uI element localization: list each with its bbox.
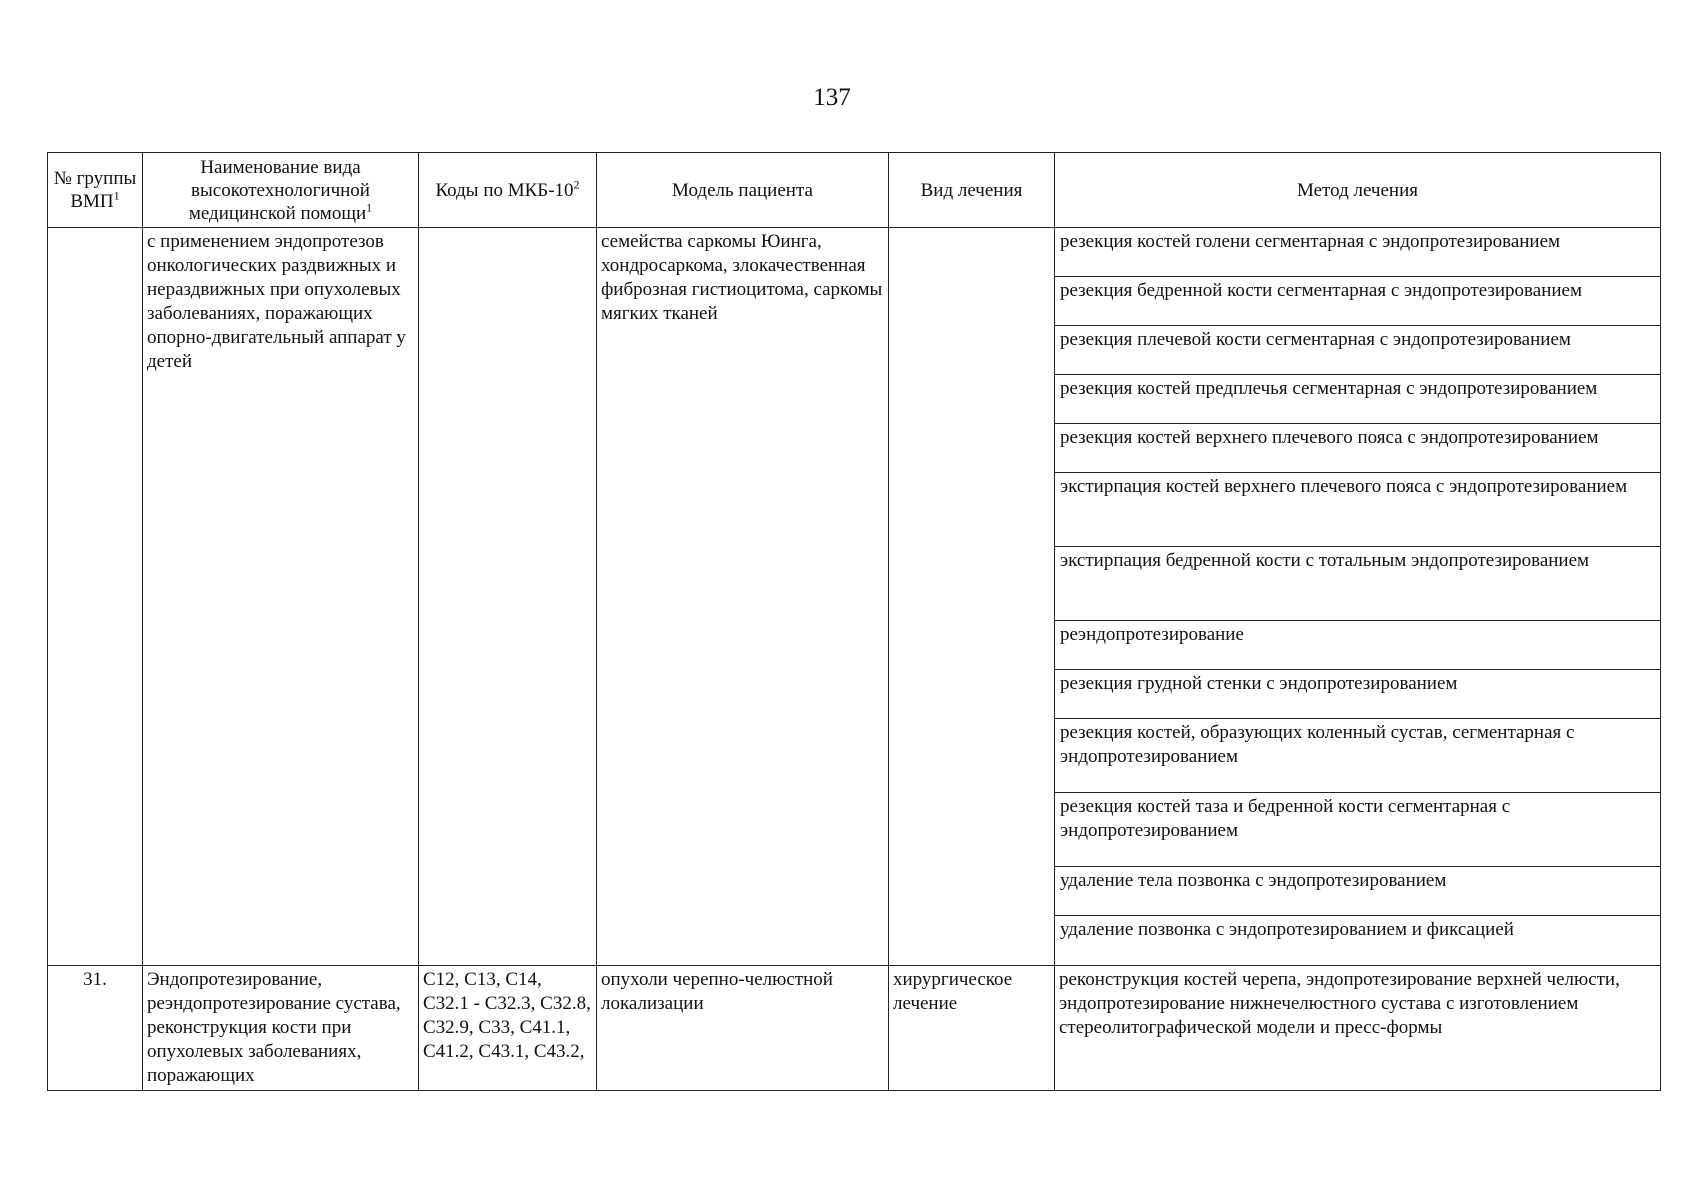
patient-model-cell: опухоли черепно-челюстной локализации [597, 966, 889, 1091]
method-item: удаление позвонка с эндопротезированием и фиксацией [1060, 919, 1514, 940]
method-item: реэндопротезирование [1055, 621, 1660, 670]
method-item: экстирпация бедренной кости с тотальным эндопротезированием [1055, 547, 1660, 621]
method-item: резекция костей голени сегментарная с эндопротезированием [1055, 228, 1660, 277]
vmp-table [47, 152, 1661, 1091]
group-number-cell [48, 228, 143, 966]
method-item: удаление тела позвонка с эндопротезированием [1055, 867, 1660, 916]
vmp-name-cell: с применением эндопротезов онкологических раздвижных и нераздвижных при опухолевых заболеваниях, поражающих опорно-двигательный аппарат у детей [143, 228, 419, 966]
page-number: 137 [813, 84, 851, 111]
method-item: резекция бедренной кости сегментарная с эндопротезированием [1055, 277, 1660, 326]
method-item: резекция костей таза и бедренной кости сегментарная с эндопротезированием [1055, 793, 1660, 867]
treatment-methods-cell [1055, 228, 1661, 966]
table-header-row [48, 153, 1661, 228]
method-item: резекция костей предплечья сегментарная с эндопротезированием [1055, 375, 1660, 424]
icd-codes-cell: C12, C13, C14, C32.1 - C32.3, C32.8, C32.9, C33, C41.1, C41.2, C43.1, C43.2, [419, 966, 597, 1091]
treatment-type-cell [889, 228, 1055, 966]
header-icd-codes: Коды по МКБ-$10^2$ [419, 153, 597, 228]
treatment-type-cell: хирургическое лечение [889, 966, 1055, 1091]
table-row [48, 966, 1661, 1091]
table-row [48, 228, 1661, 966]
method-item: резекция грудной стенки с эндопротезированием [1055, 670, 1660, 719]
header-treatment-type: Вид лечения [889, 153, 1055, 228]
method-item: экстирпация костей верхнего плечевого пояса с эндопротезированием [1055, 473, 1660, 547]
vmp-name-cell: Эндопротезирование, реэндопротезирование сустава, реконструкция кости при опухолевых заболеваниях, поражающих [143, 966, 419, 1091]
treatment-methods-cell: реконструкция костей черепа, эндопротезирование верхней челюсти, эндопротезирование нижнечелюстного сустава с изготовлением стереолитографической модели и пресс-формы [1055, 966, 1661, 1091]
header-patient-model: Модель пациента [597, 153, 889, 228]
header-group-number: № группы ВМП$^1$ [48, 153, 143, 228]
group-number-cell: 31. [48, 966, 143, 1091]
icd-codes-cell [419, 228, 597, 966]
patient-model-cell: семейства саркомы Юинга, хондросаркома, злокачественная фиброзная гистиоцитома, саркомы мягких тканей [597, 228, 889, 966]
method-item: резекция плечевой кости сегментарная с эндопротезированием [1055, 326, 1660, 375]
header-treatment-method: Метод лечения [1055, 153, 1661, 228]
method-item: резекция костей верхнего плечевого пояса с эндопротезированием [1055, 424, 1660, 473]
header-vmp-name: Наименование вида высокотехнологичной медицинской помощи$^1$ [143, 153, 419, 228]
method-item: резекция костей, образующих коленный сустав, сегментарная с эндопротезированием [1055, 719, 1660, 793]
